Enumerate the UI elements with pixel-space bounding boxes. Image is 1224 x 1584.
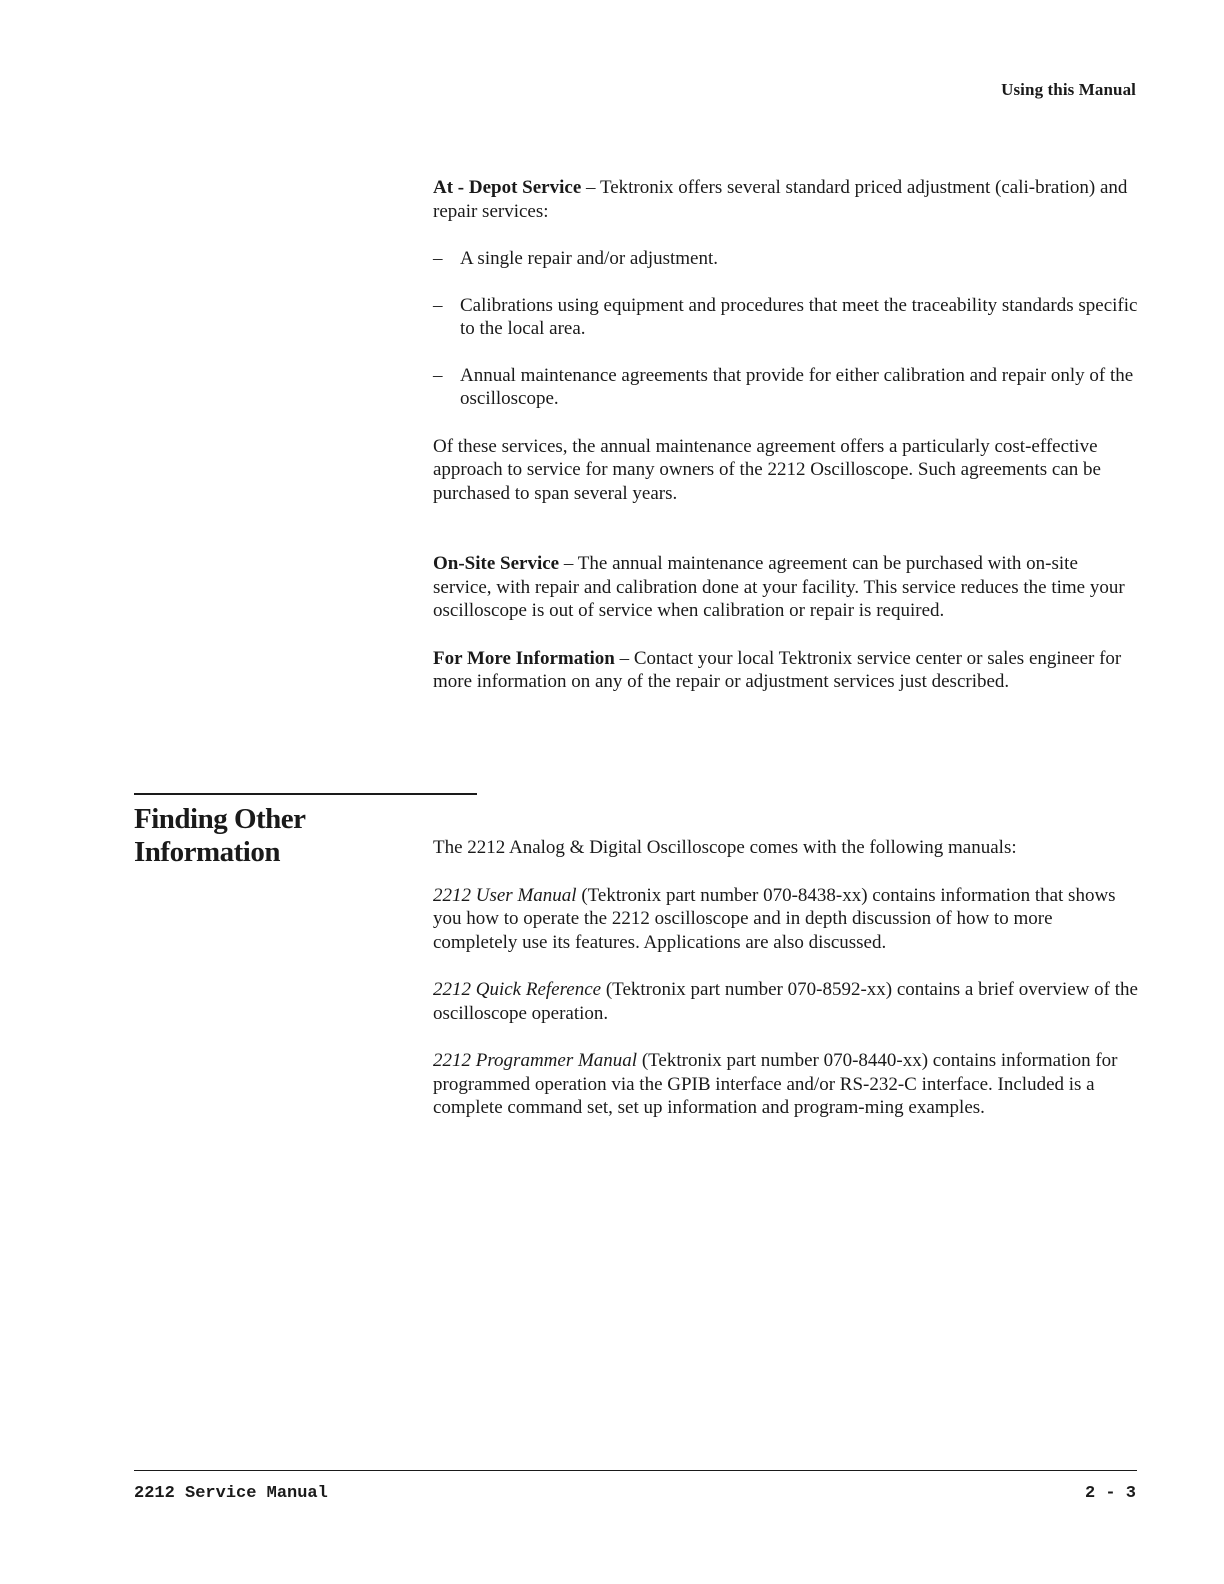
manual-description: (Tektronix part number 070-8592-xx) contains a brief overview of the oscilloscope operation. bbox=[433, 979, 1138, 1024]
depot-service-separator: – bbox=[581, 177, 600, 198]
list-item: – Annual maintenance agreements that provide for either calibration and repair only of the oscilloscope. bbox=[433, 364, 1138, 411]
onsite-service-term: On-Site Service bbox=[433, 553, 560, 574]
more-info-term: For More Information bbox=[433, 647, 615, 669]
list-item: – Calibrations using equipment and procedures that meet the traceability standards specific to the local area. bbox=[433, 294, 1138, 341]
page-number: 2 - 3 bbox=[1084, 1484, 1136, 1503]
onsite-column bbox=[433, 552, 1138, 718]
list-item: – A single repair and/or adjustment. bbox=[433, 247, 1138, 271]
manual-description: (Tektronix part number 070-8440-xx) contains information for programmed operation via the GPIB interface and/or RS-232-C interface. Included is a complete command set, set up information and program-ming examples. bbox=[433, 1050, 1118, 1118]
manuals-intro: The 2212 Analog & Digital Oscilloscope comes with the following manuals: bbox=[433, 837, 1017, 858]
more-info-paragraph bbox=[433, 647, 1138, 694]
service-options-column bbox=[433, 176, 1138, 529]
manual-title: 2212 Programmer Manual bbox=[433, 1050, 638, 1071]
manual-title: 2212 User Manual bbox=[433, 884, 577, 906]
section-divider bbox=[134, 793, 477, 795]
footer-manual-title: 2212 Service Manual bbox=[134, 1484, 328, 1503]
more-info-text: Contact your local Tektronix service center or sales engineer for more information on any of the repair or adjustment services just described. bbox=[433, 647, 1122, 692]
section-title: Finding Other Information bbox=[134, 803, 306, 868]
running-header: Using this Manual bbox=[1001, 80, 1136, 99]
onsite-service-paragraph bbox=[433, 552, 1138, 623]
onsite-service-text: The annual maintenance agreement can be purchased with on-site service, with repair and calibration done at your facility. This service reduces the time your oscilloscope is out of service when calibration or repair is required. bbox=[433, 553, 1125, 621]
depot-service-term: At - Depot Service bbox=[433, 177, 582, 198]
manuals-column bbox=[433, 836, 1138, 1144]
manual-entry bbox=[433, 1049, 1138, 1120]
manual-title: 2212 Quick Reference bbox=[433, 979, 602, 1000]
footer-divider bbox=[134, 1470, 1137, 1471]
onsite-service-separator: – bbox=[559, 553, 578, 574]
depot-service-text: Tektronix offers several standard priced adjustment (cali-bration) and repair services: bbox=[433, 177, 1128, 222]
manual-description: (Tektronix part number 070-8438-xx) contains information that shows you how to operate the 2212 oscilloscope and in depth discussion of how to more completely use its features. Applications are also discussed. bbox=[433, 884, 1116, 953]
more-info-separator: – bbox=[614, 647, 634, 669]
depot-service-paragraph bbox=[433, 176, 1138, 223]
manual-entry bbox=[433, 978, 1138, 1025]
depot-service-list bbox=[433, 247, 1138, 411]
manual-entry bbox=[433, 884, 1138, 955]
services-summary-paragraph: Of these services, the annual maintenance agreement offers a particularly cost-effective approach to service for many owners of the 2212 Oscilloscope. Such agreements can be purchased to span several years. bbox=[433, 435, 1101, 504]
